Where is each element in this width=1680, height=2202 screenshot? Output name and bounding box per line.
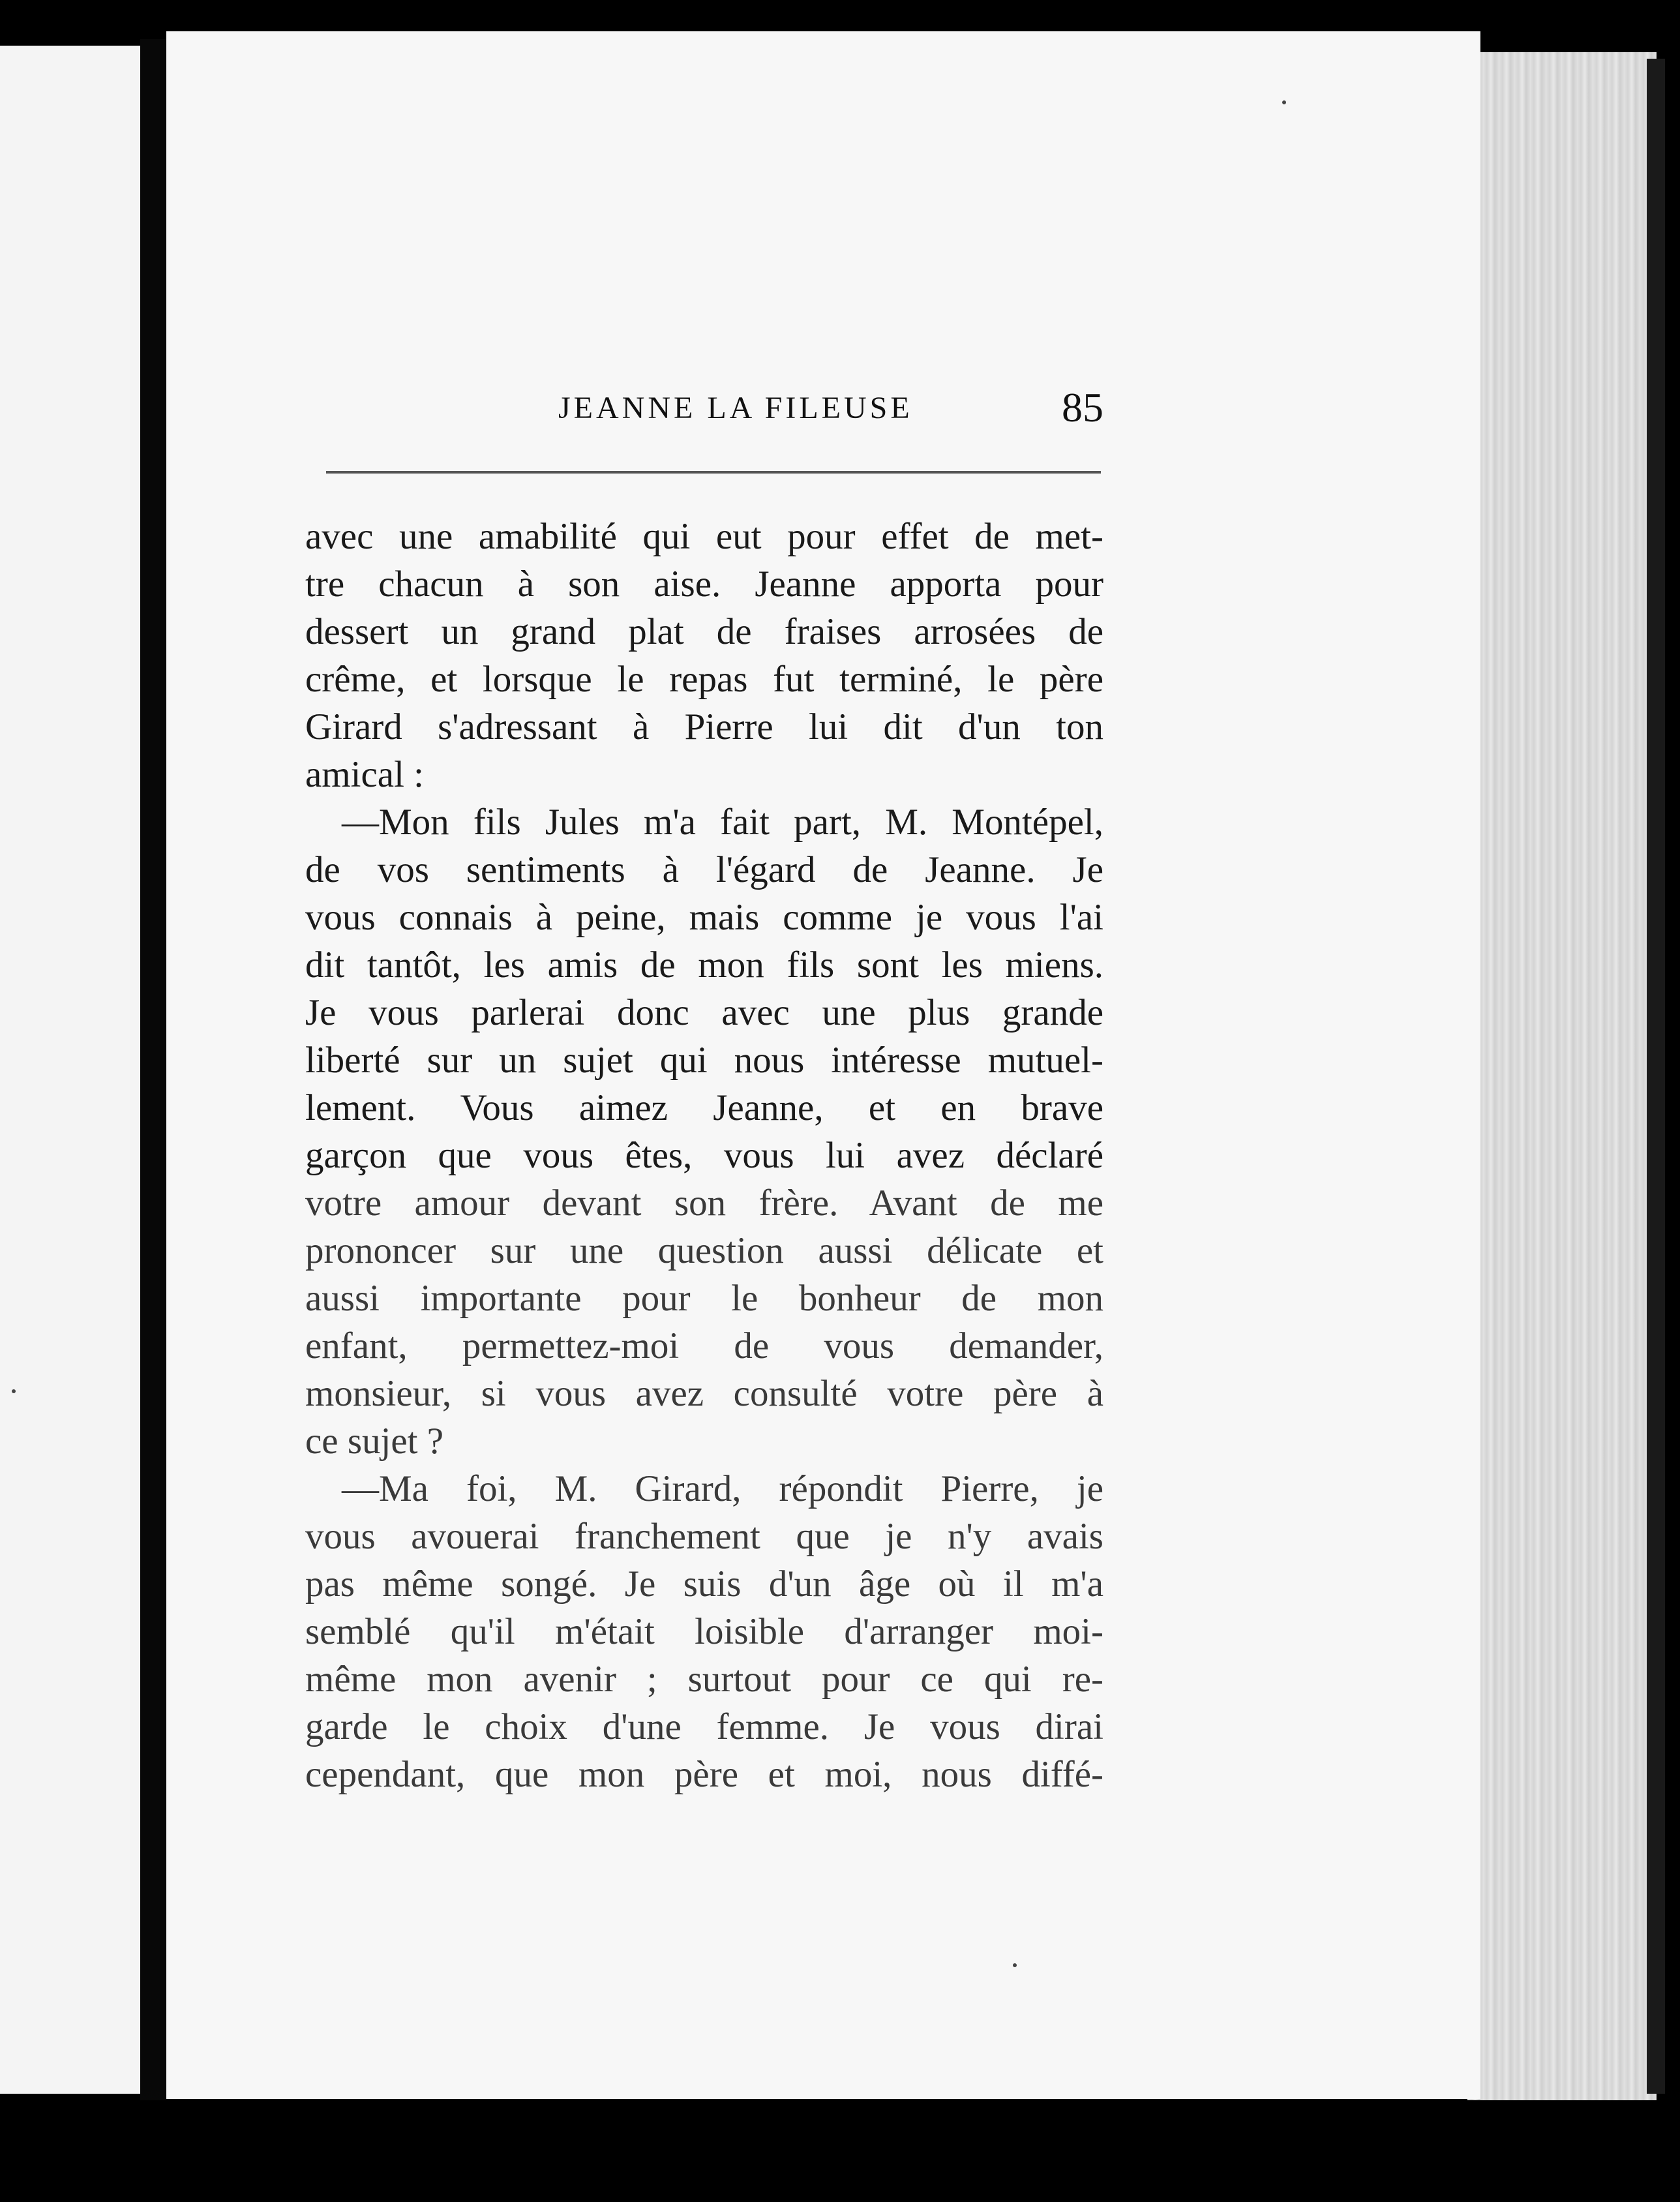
paper-speck: [1013, 1963, 1017, 1967]
text-line: —Mon fils Jules m'a fait part, M. Montépel,: [342, 802, 1103, 843]
text-line: ce sujet ?: [305, 1421, 444, 1462]
page-block-edge: [1467, 52, 1657, 2100]
page-number: 85: [1062, 384, 1103, 430]
text-line: enfant, permettez-moi de vous demander,: [305, 1325, 1103, 1366]
text-line: tre chacun à son aise. Jeanne apporta pour: [305, 564, 1103, 605]
text-line: lement. Vous aimez Jeanne, et en brave: [305, 1087, 1103, 1128]
header-rule: [326, 471, 1101, 474]
text-line: cependant, que mon père et moi, nous diffé-: [305, 1754, 1103, 1795]
text-line: garde le choix d'une femme. Je vous dirai: [305, 1706, 1103, 1747]
text-line: Je vous parlerai donc avec une plus grande: [305, 992, 1103, 1033]
text-line: vous connais à peine, mais comme je vous l'ai: [305, 897, 1103, 938]
text-line: prononcer sur une question aussi délicate et: [305, 1230, 1103, 1271]
text-line: monsieur, si vous avez consulté votre père à: [305, 1373, 1103, 1414]
body-text: [305, 513, 1103, 1798]
book-gutter: [140, 39, 166, 2100]
text-line: vous avouerai franchement que je n'y avais: [305, 1516, 1103, 1557]
running-header: JEANNE LA FILEUSE: [558, 391, 913, 425]
text-line: de vos sentiments à l'égard de Jeanne. Je: [305, 849, 1103, 890]
text-line: même mon avenir ; surtout pour ce qui re-: [305, 1659, 1103, 1700]
text-line: votre amour devant son frère. Avant de me: [305, 1183, 1103, 1224]
text-line: avec une amabilité qui eut pour effet de met-: [305, 516, 1103, 557]
text-line: amical :: [305, 754, 424, 795]
text-line: garçon que vous êtes, vous lui avez déclaré: [305, 1135, 1103, 1176]
text-line: pas même songé. Je suis d'un âge où il m'a: [305, 1563, 1103, 1605]
text-line: dessert un grand plat de fraises arrosées de: [305, 611, 1103, 652]
page-block-shadow: [1647, 59, 1665, 2094]
paper-speck: [1282, 100, 1286, 104]
text-line: —Ma foi, M. Girard, répondit Pierre, je: [342, 1468, 1103, 1509]
text-line: aussi importante pour le bonheur de mon: [305, 1278, 1103, 1319]
text-line: liberté sur un sujet qui nous intéresse mutuel-: [305, 1040, 1103, 1081]
text-line: dit tantôt, les amis de mon fils sont les miens.: [305, 944, 1103, 986]
left-facing-page: [0, 46, 140, 2094]
text-line: semblé qu'il m'était loisible d'arranger moi-: [305, 1611, 1103, 1652]
text-line: Girard s'adressant à Pierre lui dit d'un ton: [305, 706, 1103, 747]
text-line: crême, et lorsque le repas fut terminé, le père: [305, 659, 1103, 700]
paper-speck: [12, 1389, 16, 1393]
